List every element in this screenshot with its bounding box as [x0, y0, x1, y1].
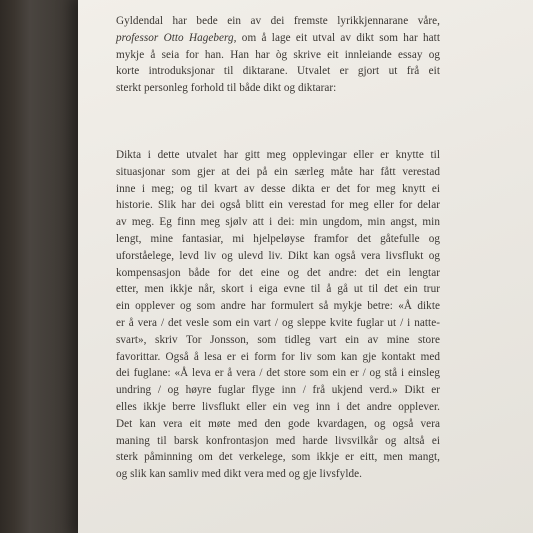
quote-paragraph	[116, 147, 440, 483]
intro-line	[116, 47, 440, 64]
quote-line: situasjonar som gjer at dei på ein særleg måte har fått verestad	[116, 165, 440, 178]
quote-line: inne i meg; og til kvart av desse dikta er det for meg knytt ei	[116, 182, 440, 195]
intro-line	[116, 13, 440, 30]
intro-line-text: korte introduksjonar til diktarane. Utvalet er gjort ut frå eit	[116, 65, 440, 78]
intro-line-text: om å lage eit utval av dikt som har hatt	[236, 31, 440, 44]
intro-line-text: mykje å seia for han. Han har òg skrive eit innleiande essay og	[116, 48, 440, 61]
intro-line	[116, 30, 440, 47]
intro-line	[116, 63, 440, 80]
intro-line-text: sterkt personleg forhold til både dikt og diktarar:	[116, 82, 337, 95]
quote-line: dei fuglane: «Å leva er å vera / det store som ein er / og stå i einsleg	[116, 367, 440, 380]
quote-line: er å vera / det vesle som ein vart / og sleppe kvite fuglar ut / i natte-	[116, 316, 440, 329]
intro-line	[116, 80, 440, 97]
quote-line: lengt, mine fantasiar, mi hjelpeløyse framfor det gåtefulle og	[116, 232, 440, 245]
quote-line: Dikta i dette utvalet har gitt meg opplevingar eller er knytte til	[116, 149, 440, 161]
quote-line: svart», skriv Tor Jonsson, som tidleg vart ein av mine store	[116, 333, 440, 346]
quote-line: historie. Slik har dei også blitt ein verestad for meg eller for delar	[116, 199, 440, 212]
intro-line-text: Gyldendal har bede ein av dei fremste lyrikkjennarane våre,	[116, 15, 440, 27]
quote-line: etter, men ikkje når, skort i eiga evne til å gå ut til det ein trur	[116, 283, 440, 296]
quote-line: favorittar. Også å lesa er ei form for liv som kan gje kontakt med	[116, 350, 440, 363]
book-back-cover	[78, 0, 533, 533]
quote-line: undring / og høyre fuglar flyge inn / frå ukjend verd.» Dikt er	[116, 384, 440, 397]
intro-paragraph	[116, 13, 440, 97]
quote-line: kompensasjon både for det eine og det andre: det ein lengtar	[116, 266, 440, 279]
quote-line: og slik kan samliv med dikt vera med og gje livsfylde.	[116, 468, 362, 481]
editor-name: professor Otto Hageberg,	[116, 31, 237, 44]
quote-line: av meg. Eg finn meg sjølv att i dei: min ungdom, min angst, min	[116, 216, 440, 229]
quote-line: elles ikkje berre livsflukt eller ein veg inn i det andre opplever.	[116, 400, 440, 413]
quote-line: uforståelege, levd liv og ulevd liv. Dikt kan også vera livsflukt og	[116, 249, 440, 262]
quote-line: ein opplever og som andre har formulert så mykje betre: «Å dikte	[116, 300, 440, 313]
quote-line: sterk påminning om det verkelege, som ikkje er eitt, men mangt,	[116, 451, 440, 464]
quote-line: maning til barsk konfrontasjon med harde livsvilkår og altså ei	[116, 434, 440, 447]
quote-line: Det kan vera eit møte med den gode kvardagen, og også vera	[116, 417, 440, 430]
